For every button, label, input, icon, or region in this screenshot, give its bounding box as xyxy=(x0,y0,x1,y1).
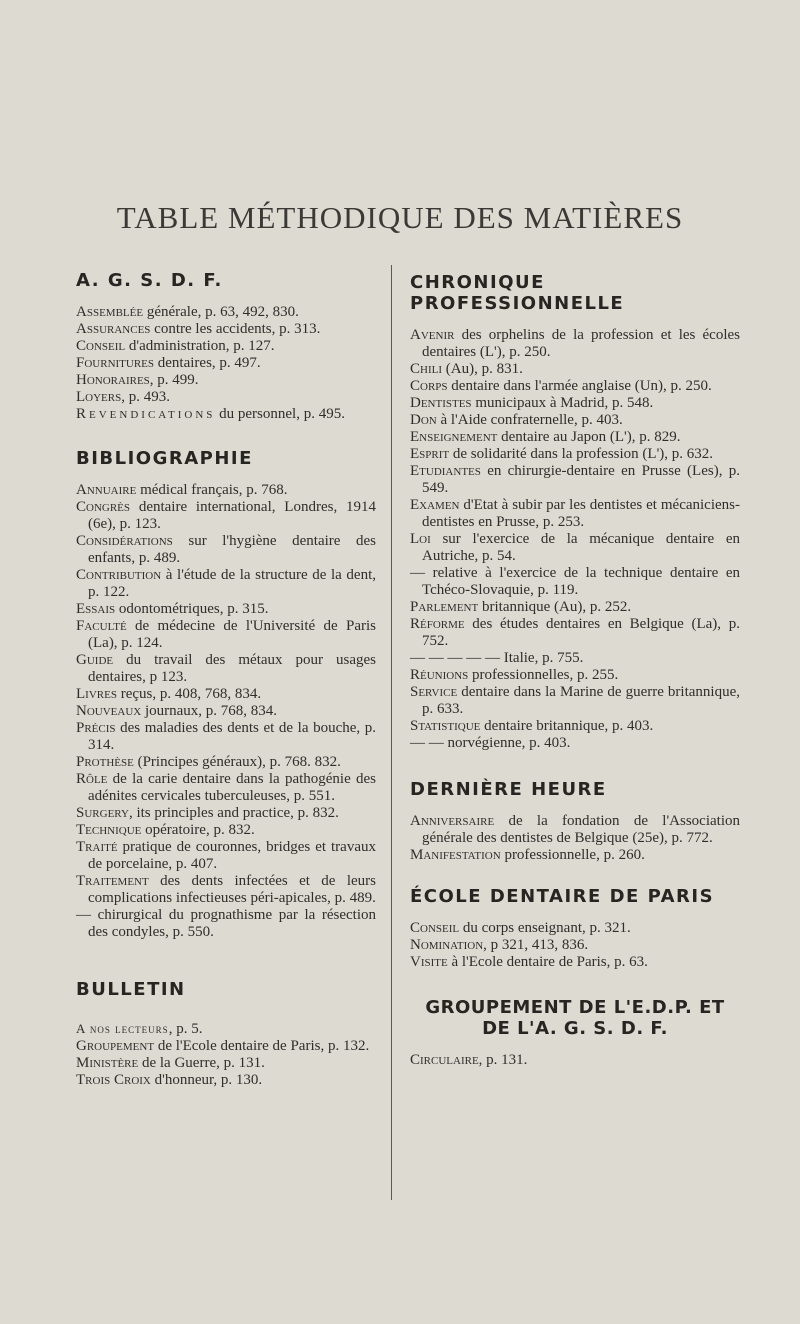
section-heading: GROUPEMENT DE L'E.D.P. ET DE L'A. G. S. D. F. xyxy=(425,997,725,1039)
index-entry: Essais odontométriques, p. 315. xyxy=(76,601,269,617)
index-entry: Chili (Au), p. 831. xyxy=(410,361,523,377)
index-entry: Rôle de la carie dentaire dans la pathogénie des adénites cervicales tuberculeuses, p. 551. xyxy=(76,771,376,804)
index-entry: Statistique dentaire britannique, p. 403. xyxy=(410,718,654,734)
page-title: TABLE MÉTHODIQUE DES MATIÈRES xyxy=(116,200,684,235)
index-entry: Honoraires, p. 499. xyxy=(76,372,199,388)
index-entry: Assemblée générale, p. 63, 492, 830. xyxy=(76,304,299,320)
index-entry: — relative à l'exercice de la technique dentaire en Tchéco-Slovaquie, p. 119. xyxy=(410,565,740,598)
section-chronique-professionnelle xyxy=(410,272,740,752)
index-entry: Contribution à l'étude de la structure de la dent, p. 122. xyxy=(76,567,376,600)
index-entry: A nos lecteurs, p. 5. xyxy=(76,1021,203,1037)
index-entry: Traitement des dents infectées et de leurs complications infectieuses péri-apicales, p. 489. xyxy=(76,873,376,906)
section-derniere-heure xyxy=(410,779,740,864)
index-entry: Etudiantes en chirurgie-dentaire en Prusse (Les), p. 549. xyxy=(410,463,740,496)
index-entry: Enseignement dentaire au Japon (L'), p. 829. xyxy=(410,429,681,445)
index-entry: Loyers, p. 493. xyxy=(76,389,170,405)
index-entry: Livres reçus, p. 408, 768, 834. xyxy=(76,686,262,702)
index-entry: Nouveaux journaux, p. 768, 834. xyxy=(76,703,278,719)
section-groupement xyxy=(410,997,740,1069)
section-heading: CHRONIQUE PROFESSIONNELLE xyxy=(410,272,625,314)
index-entry: Assurances contre les accidents, p. 313. xyxy=(76,321,321,337)
index-entry: Parlement britannique (Au), p. 252. xyxy=(410,599,632,615)
index-entry: Revendications du personnel, p. 495. xyxy=(76,406,345,422)
index-entry: Technique opératoire, p. 832. xyxy=(76,822,255,838)
index-entry: Faculté de médecine de l'Université de Paris (La), p. 124. xyxy=(76,618,376,651)
index-entry: — — norvégienne, p. 403. xyxy=(410,735,571,751)
section-heading: BULLETIN xyxy=(76,979,186,1000)
section-heading: ÉCOLE DENTAIRE DE PARIS xyxy=(410,886,715,907)
index-entry: Conseil d'administration, p. 127. xyxy=(76,338,275,354)
index-entry: Annuaire médical français, p. 768. xyxy=(76,482,288,498)
index-entry: Trois Croix d'honneur, p. 130. xyxy=(76,1072,263,1088)
section-heading: DERNIÈRE HEURE xyxy=(410,779,607,800)
index-entry: Congrès dentaire international, Londres, 1914 (6e), p. 123. xyxy=(76,499,376,532)
index-entry: Ministère de la Guerre, p. 131. xyxy=(76,1055,265,1071)
index-entry: Traité pratique de couronnes, bridges et travaux de porcelaine, p. 407. xyxy=(76,839,376,872)
section-bulletin xyxy=(76,979,376,1089)
section-ecole-dentaire-de-paris xyxy=(410,886,740,971)
section-heading: A. G. S. D. F. xyxy=(76,270,223,291)
index-entry: Examen d'Etat à subir par les dentistes et mécaniciens-dentistes en Prusse, p. 253. xyxy=(410,497,740,530)
left-column xyxy=(76,264,376,1089)
index-entry: Précis des maladies des dents et de la bouche, p. 314. xyxy=(76,720,376,753)
index-entry: Réunions professionnelles, p. 255. xyxy=(410,667,619,683)
index-entry: Guide du travail des métaux pour usages dentaires, p 123. xyxy=(76,652,376,685)
index-entry: Anniversaire de la fondation de l'Association générale des dentistes de Belgique (25e), p. 772. xyxy=(410,813,740,846)
index-entry: Don à l'Aide confraternelle, p. 403. xyxy=(410,412,623,428)
index-entry: Surgery, its principles and practice, p. 832. xyxy=(76,805,339,821)
index-entry: — — — — — Italie, p. 755. xyxy=(410,650,584,666)
index-entry: Dentistes municipaux à Madrid, p. 548. xyxy=(410,395,654,411)
index-entry: Corps dentaire dans l'armée anglaise (Un), p. 250. xyxy=(410,378,712,394)
index-entry: Prothèse (Principes généraux), p. 768. 832. xyxy=(76,754,341,770)
index-entry: Nomination, p 321, 413, 836. xyxy=(410,937,589,953)
right-column xyxy=(410,264,740,1069)
index-entry: Esprit de solidarité dans la profession (L'), p. 632. xyxy=(410,446,714,462)
index-entry: Service dentaire dans la Marine de guerre britannique, p. 633. xyxy=(410,684,740,717)
index-entry: Fournitures dentaires, p. 497. xyxy=(76,355,261,371)
section-agsdf xyxy=(76,270,376,423)
index-entry: Circulaire, p. 131. xyxy=(410,1052,528,1068)
column-divider xyxy=(391,265,392,1200)
index-entry: Conseil du corps enseignant, p. 321. xyxy=(410,920,631,936)
index-entry: Considérations sur l'hygiène dentaire des enfants, p. 489. xyxy=(76,533,376,566)
index-entry: Groupement de l'Ecole dentaire de Paris, p. 132. xyxy=(76,1038,370,1054)
index-entry: Manifestation professionnelle, p. 260. xyxy=(410,847,645,863)
index-entry: Loi sur l'exercice de la mécanique dentaire en Autriche, p. 54. xyxy=(410,531,740,564)
index-entry: — chirurgical du prognathisme par la résection des condyles, p. 550. xyxy=(76,907,376,940)
section-heading: BIBLIOGRAPHIE xyxy=(76,448,253,469)
section-bibliographie xyxy=(76,448,376,941)
index-entry: Avenir des orphelins de la profession et les écoles dentaires (L'), p. 250. xyxy=(410,327,740,360)
index-entry: Réforme des études dentaires en Belgique (La), p. 752. xyxy=(410,616,740,649)
index-entry: Visite à l'Ecole dentaire de Paris, p. 63. xyxy=(410,954,648,970)
